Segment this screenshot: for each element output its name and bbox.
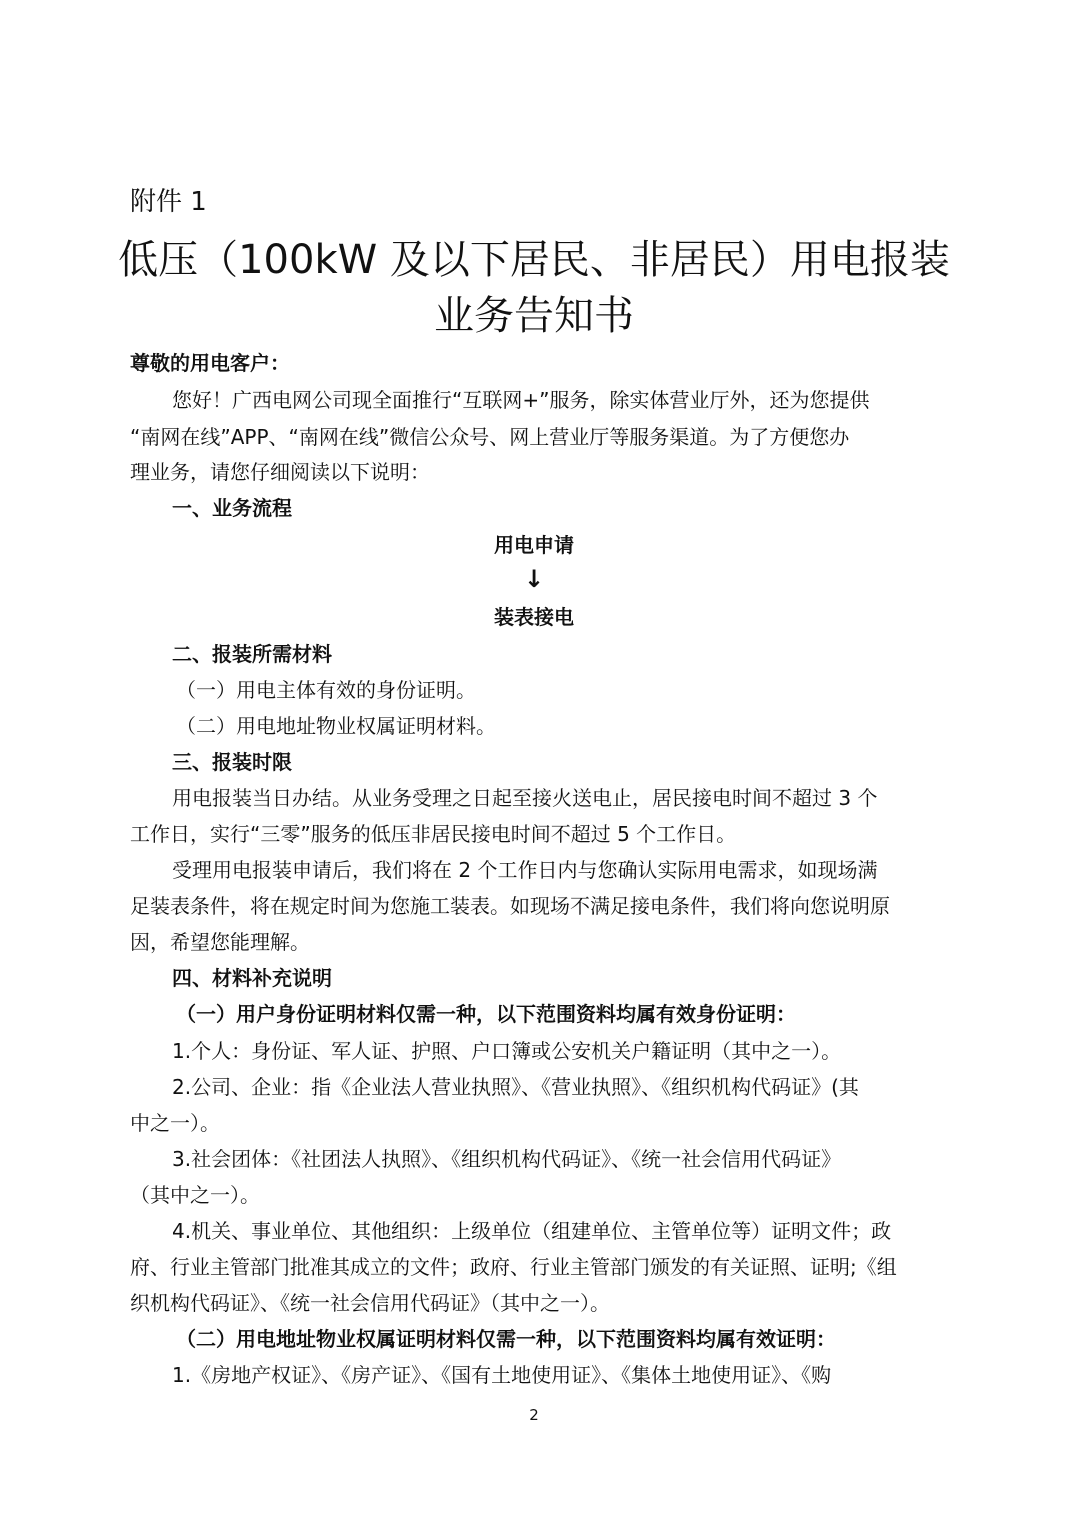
section-1-heading: 一、业务流程 [172, 496, 292, 520]
intro-line: 理业务，请您仔细阅读以下说明： [130, 460, 430, 484]
section-4-heading: 四、材料补充说明 [172, 966, 332, 990]
section-4-list-line: 3.社会团体：《社团法人执照》、《组织机构代码证》、《统一社会信用代码证》 [172, 1147, 842, 1171]
title-line-2: 业务告知书 [434, 293, 634, 339]
section-4-sub1-heading: （一）用户身份证明材料仅需一种，以下范围资料均属有效身份证明： [176, 1002, 796, 1026]
section-2-heading: 二、报装所需材料 [172, 642, 332, 666]
flow-step-apply: 用电申请 [494, 533, 574, 557]
section-3-para-line: 用电报装当日办结。从业务受理之日起至接火送电止，居民接电时间不超过 3 个 [172, 786, 878, 810]
intro-line: “南网在线”APP、“南网在线”微信公众号、网上营业厅等服务渠道。为了方便您办 [130, 425, 850, 449]
section-4-list-line: （其中之一）。 [130, 1183, 260, 1207]
attachment-label: 附件 1 [130, 187, 207, 217]
intro-line: 您好！广西电网公司现全面推行“互联网+”服务，除实体营业厅外，还为您提供 [172, 388, 870, 412]
page-number: 2 [529, 1406, 539, 1424]
flow-arrow-down-icon: ↓ [523, 565, 545, 593]
flow-step-connect: 装表接电 [494, 605, 574, 629]
section-3-para-line: 受理用电报装申请后，我们将在 2 个工作日内与您确认实际用电需求，如现场满 [172, 858, 878, 882]
section-3-para-line: 工作日，实行“三零”服务的低压非居民接电时间不超过 5 个工作日。 [130, 822, 737, 846]
section-4-list-line: 2.公司、企业：指《企业法人营业执照》、《营业执照》、《组织机构代码证》(其 [172, 1075, 859, 1099]
greeting: 尊敬的用电客户： [130, 351, 290, 375]
section-4-list-line: 1.个人：身份证、军人证、护照、户口簿或公安机关户籍证明（其中之一）。 [172, 1039, 842, 1063]
section-4-sub2-heading: （二）用电地址物业权属证明材料仅需一种，以下范围资料均属有效证明： [176, 1327, 836, 1351]
section-4-list-line: 4.机关、事业单位、其他组织：上级单位（组建单位、主管单位等）证明文件；政 [172, 1219, 892, 1243]
section-4-list-line: 府、行业主管部门批准其成立的文件；政府、行业主管部门颁发的有关证照、证明;《组 [130, 1255, 897, 1279]
section-3-para-line: 足装表条件，将在规定时间为您施工装表。如现场不满足接电条件，我们将向您说明原 [130, 894, 890, 918]
section-3-heading: 三、报装时限 [172, 750, 292, 774]
section-4-list-line: 1.《房地产权证》、《房产证》、《国有土地使用证》、《集体土地使用证》、《购 [172, 1363, 832, 1387]
section-4-list-line: 中之一）。 [130, 1111, 220, 1135]
title-line-1: 低压（100kW 及以下居民、非居民）用电报装 [118, 237, 950, 283]
section-3-para-line: 因，希望您能理解。 [130, 930, 310, 954]
section-2-item: （一）用电主体有效的身份证明。 [176, 678, 476, 702]
section-2-item: （二）用电地址物业权属证明材料。 [176, 714, 496, 738]
section-4-list-line: 织机构代码证》、《统一社会信用代码证》（其中之一）。 [130, 1291, 610, 1315]
